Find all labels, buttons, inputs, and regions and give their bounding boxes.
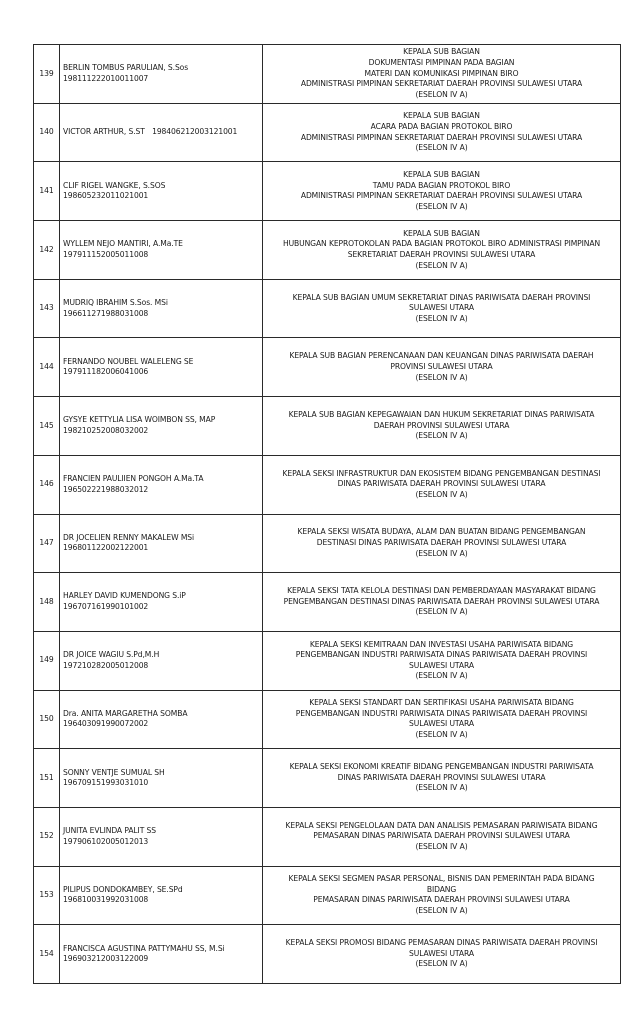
row-number: 151 [34, 749, 60, 808]
person-name: BERLIN TOMBUS PARULIAN, S.Sos [63, 63, 189, 73]
person-nip: 196903212003122009 [63, 954, 149, 964]
row-number: 154 [34, 925, 60, 984]
position-line: ADMINISTRASI PIMPINAN SEKRETARIAT DAERAH PROVINSI SULAWESI UTARA [300, 79, 583, 89]
person-cell [60, 925, 263, 984]
position-line: KEPALA SUB BAGIAN [403, 228, 480, 238]
position-line: (ESELON IV A) [415, 260, 468, 270]
position-cell [263, 397, 621, 456]
row-number: 150 [34, 690, 60, 749]
position-cell [263, 749, 621, 808]
position-line: KEPALA SEKSI PENGELOLAAN DATA DAN ANALISIS PEMASARAN PARIWISATA BIDANG [285, 820, 598, 830]
position-line: (ESELON IV A) [415, 313, 468, 323]
person-name: JUNITA EVLINDA PALIT SS [63, 826, 156, 836]
position-line: KEPALA SEKSI TATA KELOLA DESTINASI DAN PEMBERDAYAAN MASYARAKAT BIDANG [287, 586, 596, 596]
person-nip: 198605232011021001 [63, 191, 149, 201]
person-cell [60, 866, 263, 925]
person-nip: 197911152005011008 [63, 249, 149, 259]
position-line: KEPALA SEKSI PROMOSI BIDANG PEMASARAN DINAS PARIWISATA DAERAH PROVINSI [285, 938, 598, 948]
person-cell [60, 279, 263, 338]
position-line: DESTINASI DINAS PARIWISATA DAERAH PROVINSI SULAWESI UTARA [316, 538, 567, 548]
table-row [34, 866, 621, 925]
person-nip: 198210252008032002 [63, 425, 149, 435]
row-number: 143 [34, 279, 60, 338]
row-number: 145 [34, 397, 60, 456]
table-row [34, 279, 621, 338]
position-line: SULAWESI UTARA [409, 948, 474, 958]
position-cell [263, 807, 621, 866]
position-cell [263, 221, 621, 280]
position-line: KEPALA SEKSI WISATA BUDAYA, ALAM DAN BUATAN BIDANG PENGEMBANGAN [297, 527, 586, 537]
person-nip: 196707161990101002 [63, 602, 149, 612]
roster-body [34, 45, 621, 984]
person-nip: 196611271988031008 [63, 308, 149, 318]
position-line: KEPALA SEKSI STANDART DAN SERTIFIKASI USAHA PARIWISATA BIDANG [309, 698, 574, 708]
position-line: (ESELON IV A) [415, 201, 468, 211]
position-line: (ESELON IV A) [415, 959, 468, 969]
position-line: (ESELON IV A) [415, 372, 468, 382]
position-line: KEPALA SEKSI INFRASTRUKTUR DAN EKOSISTEM BIDANG PENGEMBANGAN DESTINASI [282, 468, 601, 478]
position-line: KEPALA SUB BAGIAN KEPEGAWAIAN DAN HUKUM SEKRETARIAT DINAS PARIWISATA [288, 410, 595, 420]
position-line: TAMU PADA BAGIAN PROTOKOL BIRO [372, 180, 511, 190]
person-cell [60, 631, 263, 690]
position-line: (ESELON IV A) [415, 906, 468, 916]
position-line: ACARA PADA BAGIAN PROTOKOL BIRO [370, 121, 513, 131]
position-line: KEPALA SUB BAGIAN [403, 170, 480, 180]
position-line: (ESELON IV A) [415, 671, 468, 681]
position-cell [263, 45, 621, 104]
person-nip: 196810031992031008 [63, 895, 149, 905]
person-name: MUDRIQ IBRAHIM S.Sos. MSi [63, 298, 168, 307]
person-name: WYLLEM NEJO MANTIRI, A.Ma.TE [63, 239, 183, 249]
position-line: (ESELON IV A) [415, 548, 468, 558]
position-line: PROVINSI SULAWESI UTARA [390, 361, 493, 371]
position-line: HUBUNGAN KEPROTOKOLAN PADA BAGIAN PROTOKOL BIRO ADMINISTRASI PIMPINAN [282, 239, 601, 249]
table-row [34, 514, 621, 573]
person-cell [60, 162, 263, 221]
position-cell [263, 103, 621, 162]
position-line: ADMINISTRASI PIMPINAN SEKRETARIAT DAERAH PROVINSI SULAWESI UTARA [300, 191, 583, 201]
person-nip: 196502221988032012 [63, 484, 149, 494]
position-cell [263, 514, 621, 573]
person-cell [60, 807, 263, 866]
person-nip: 197210282005012008 [63, 660, 149, 670]
table-row [34, 45, 621, 104]
row-number: 144 [34, 338, 60, 397]
position-cell [263, 631, 621, 690]
position-cell [263, 573, 621, 632]
person-cell [60, 749, 263, 808]
row-number: 148 [34, 573, 60, 632]
person-nip: 197911182006041006 [63, 367, 149, 377]
person-cell [60, 397, 263, 456]
position-line: (ESELON IV A) [415, 431, 468, 441]
row-number: 152 [34, 807, 60, 866]
person-nip: 196801122002122001 [63, 543, 149, 553]
person-nip: 197906102005012013 [63, 836, 149, 846]
position-line: DINAS PARIWISATA DAERAH PROVINSI SULAWESI UTARA [337, 479, 546, 489]
position-line: KEPALA SUB BAGIAN [403, 47, 480, 57]
person-name: PILIPUS DONDOKAMBEY, SE.SPd [63, 884, 183, 894]
position-line: ADMINISTRASI PIMPINAN SEKRETARIAT DAERAH PROVINSI SULAWESI UTARA [300, 132, 583, 142]
table-row [34, 455, 621, 514]
position-cell [263, 279, 621, 338]
official-roster-table [33, 44, 621, 984]
position-line: (ESELON IV A) [415, 143, 468, 153]
person-name: HARLEY DAVID KUMENDONG S.iP [63, 591, 186, 601]
table-row [34, 690, 621, 749]
position-line: PEMASARAN DINAS PARIWISATA DAERAH PROVINSI SULAWESI UTARA [313, 895, 570, 905]
person-name: FERNANDO NOUBEL WALELENG SE [63, 356, 194, 366]
position-line: SULAWESI UTARA [409, 303, 474, 313]
person-name: FRANCIEN PAULIIEN PONGOH A.Ma.TA [63, 474, 204, 484]
table-row [34, 397, 621, 456]
position-cell [263, 338, 621, 397]
position-line: PEMASARAN DINAS PARIWISATA DAERAH PROVINSI SULAWESI UTARA [313, 831, 570, 841]
row-number: 149 [34, 631, 60, 690]
person-nip: 196403091990072002 [63, 719, 149, 729]
position-line: KEPALA SUB BAGIAN UMUM SEKRETARIAT DINAS PARIWISATA DAERAH PROVINSI [292, 292, 591, 302]
row-number: 146 [34, 455, 60, 514]
position-line: BIDANG [426, 884, 457, 894]
row-number: 142 [34, 221, 60, 280]
table-row [34, 573, 621, 632]
person-nip: 198406212003121001 [152, 127, 238, 137]
person-name: DR JOCELIEN RENNY MAKALEW MSi [63, 532, 195, 542]
position-line: SULAWESI UTARA [409, 719, 474, 729]
position-line: (ESELON IV A) [415, 89, 468, 99]
position-line: (ESELON IV A) [415, 489, 468, 499]
position-line: DOKUMENTASI PIMPINAN PADA BAGIAN [368, 57, 515, 67]
row-number: 140 [34, 103, 60, 162]
person-name: DR JOICE WAGIU S.Pd,M.H [63, 650, 160, 660]
row-number: 139 [34, 45, 60, 104]
person-cell [60, 514, 263, 573]
person-name: CLIF RIGEL WANGKE, S.SOS [63, 180, 166, 190]
position-line: PENGEMBANGAN INDUSTRI PARIWISATA DINAS PARIWISATA DAERAH PROVINSI [295, 650, 588, 660]
person-name: Dra. ANITA MARGARETHA SOMBA [63, 708, 188, 718]
position-line: (ESELON IV A) [415, 730, 468, 739]
person-cell [60, 690, 263, 749]
table-row [34, 162, 621, 221]
person-name: FRANCISCA AGUSTINA PATTYMAHU SS, M.Si [63, 943, 225, 953]
table-row [34, 749, 621, 808]
position-line: KEPALA SEKSI KEMITRAAN DAN INVESTASI USAHA PARIWISATA BIDANG [309, 639, 574, 649]
person-nip: 196709151993031010 [63, 778, 149, 788]
person-nip: 198111222010011007 [63, 73, 149, 83]
person-name: GYSYE KETTYLIA LISA WOIMBON SS, MAP [63, 415, 216, 425]
position-line: (ESELON IV A) [415, 842, 468, 852]
person-cell [60, 455, 263, 514]
table-row [34, 807, 621, 866]
row-number: 153 [34, 866, 60, 925]
position-line: KEPALA SEKSI EKONOMI KREATIF BIDANG PENGEMBANGAN INDUSTRI PARIWISATA [289, 762, 594, 772]
position-cell [263, 925, 621, 984]
row-number: 147 [34, 514, 60, 573]
table-row [34, 103, 621, 162]
position-cell [263, 162, 621, 221]
person-name: VICTOR ARTHUR, S.ST [63, 127, 145, 137]
person-cell [60, 103, 263, 162]
position-line: SULAWESI UTARA [409, 660, 474, 670]
table-row [34, 925, 621, 984]
position-cell [263, 866, 621, 925]
position-line: DINAS PARIWISATA DAERAH PROVINSI SULAWESI UTARA [337, 772, 546, 782]
position-line: SEKRETARIAT DAERAH PROVINSI SULAWESI UTARA [347, 249, 536, 259]
row-number: 141 [34, 162, 60, 221]
position-line: DAERAH PROVINSI SULAWESI UTARA [373, 420, 510, 430]
position-cell [263, 455, 621, 514]
person-cell [60, 45, 263, 104]
person-cell [60, 338, 263, 397]
table-row [34, 631, 621, 690]
position-line: KEPALA SUB BAGIAN PERENCANAAN DAN KEUANGAN DINAS PARIWISATA DAERAH [289, 351, 594, 361]
position-line: MATERI DAN KOMUNIKASI PIMPINAN BIRO [364, 68, 519, 78]
position-line: KEPALA SEKSI SEGMEN PASAR PERSONAL, BISNIS DAN PEMERINTAH PADA BIDANG [288, 874, 595, 884]
position-cell [263, 690, 621, 749]
position-line: (ESELON IV A) [415, 607, 468, 617]
position-line: (ESELON IV A) [415, 783, 468, 793]
person-cell [60, 221, 263, 280]
person-cell [60, 573, 263, 632]
table-row [34, 221, 621, 280]
position-line: PENGEMBANGAN INDUSTRI PARIWISATA DINAS PARIWISATA DAERAH PROVINSI [295, 708, 588, 718]
position-line: KEPALA SUB BAGIAN [403, 111, 480, 121]
table-row [34, 338, 621, 397]
person-name: SONNY VENTJE SUMUAL SH [63, 767, 165, 777]
position-line: PENGEMBANGAN DESTINASI DINAS PARIWISATA DAERAH PROVINSI SULAWESI UTARA [283, 596, 600, 606]
